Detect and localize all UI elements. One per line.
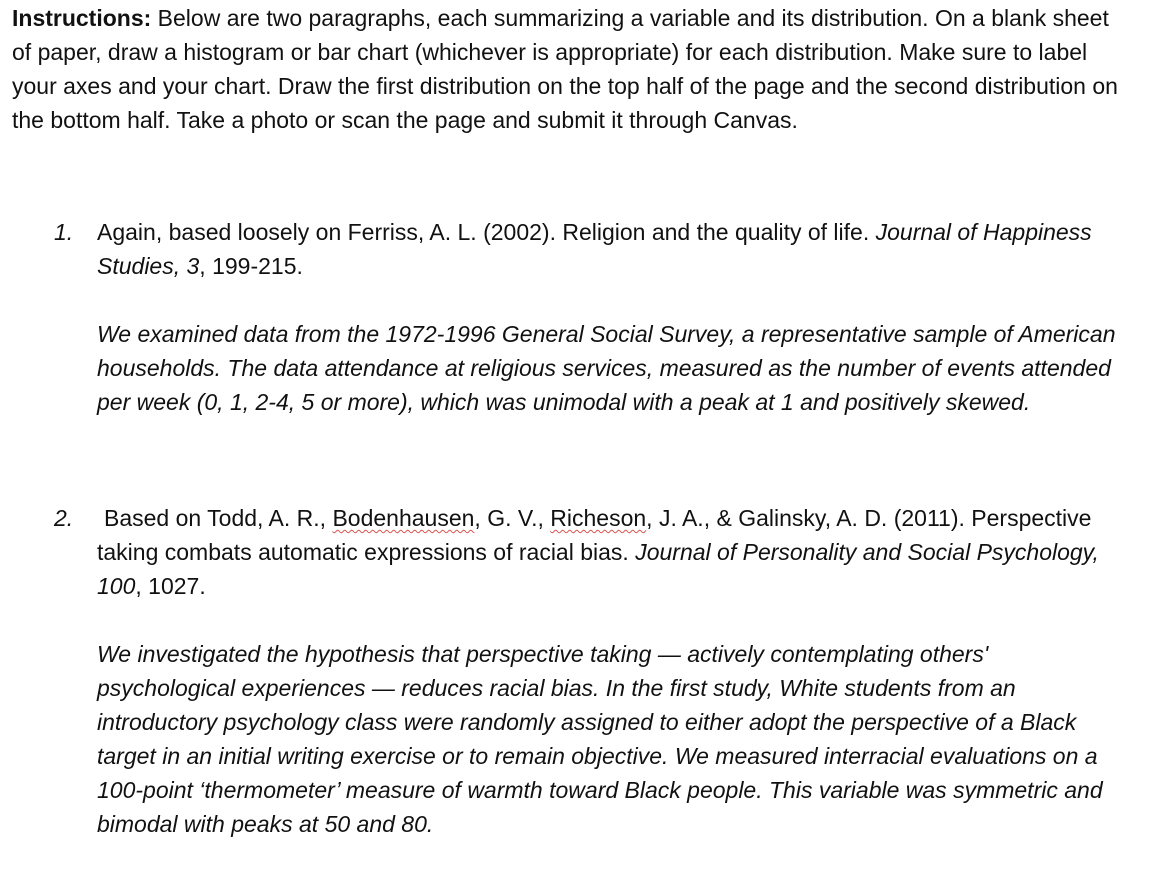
list-item-number: 1. [54, 219, 74, 245]
spellcheck-word[interactable]: Richeson [550, 505, 647, 531]
citation-text: Based on Todd, A. R., [104, 505, 333, 531]
citation-text: , J. A., & Galinsky, A. D. (2011). Perspective taking combats automatic expressions of racial bias. [97, 505, 1092, 565]
citation-text: Again, based loosely on Ferriss, A. L. (2002). Religion and the quality of life. [97, 219, 876, 245]
citation-pages: , 1027. [135, 573, 206, 599]
abstract: We investigated the hypothesis that perspective taking — actively contemplating others' psychological experiences — reduces racial bias. In the first study, White students from an introductory psychology class were randomly assigned to either adopt the perspective of a Black target in an initial writing exercise or to remain objective. We measured interracial evaluations on a 100-point ‘thermometer’ measure of warmth toward Black people. This variable was symmetric and bimodal with peaks at 50 and 80. [97, 641, 1103, 837]
citation-pages: , 199-215. [199, 253, 303, 279]
instructions-paragraph [12, 1, 1122, 137]
list-item-body [97, 501, 1127, 841]
citation-journal: Journal of Personality and Social Psychology, 100 [97, 539, 1099, 599]
instructions-label: Instructions: [12, 5, 152, 31]
citation-text: , G. V., [474, 505, 551, 531]
citation-journal: Journal of Happiness Studies, 3 [97, 219, 1092, 279]
list-item-body [97, 215, 1127, 419]
abstract: We examined data from the 1972-1996 General Social Survey, a representative sample of American households. The data attendance at religious services, measured as the number of events attended per week (0, 1, 2-4, 5 or more), which was unimodal with a peak at 1 and positively skewed. [97, 321, 1116, 415]
citation [97, 501, 1127, 603]
spellcheck-word[interactable]: Bodenhausen [332, 505, 475, 531]
list-item-number: 2. [54, 505, 74, 531]
citation [97, 215, 1127, 283]
instructions-text: Below are two paragraphs, each summarizing a variable and its distribution. On a blank sheet of paper, draw a histogram or bar chart (whichever is appropriate) for each distribution. Make sure to label your axes and your chart. Draw the first distribution on the top half of the page and the second distribution on the bottom half. Take a photo or scan the page and submit it through Canvas. [12, 5, 1118, 133]
